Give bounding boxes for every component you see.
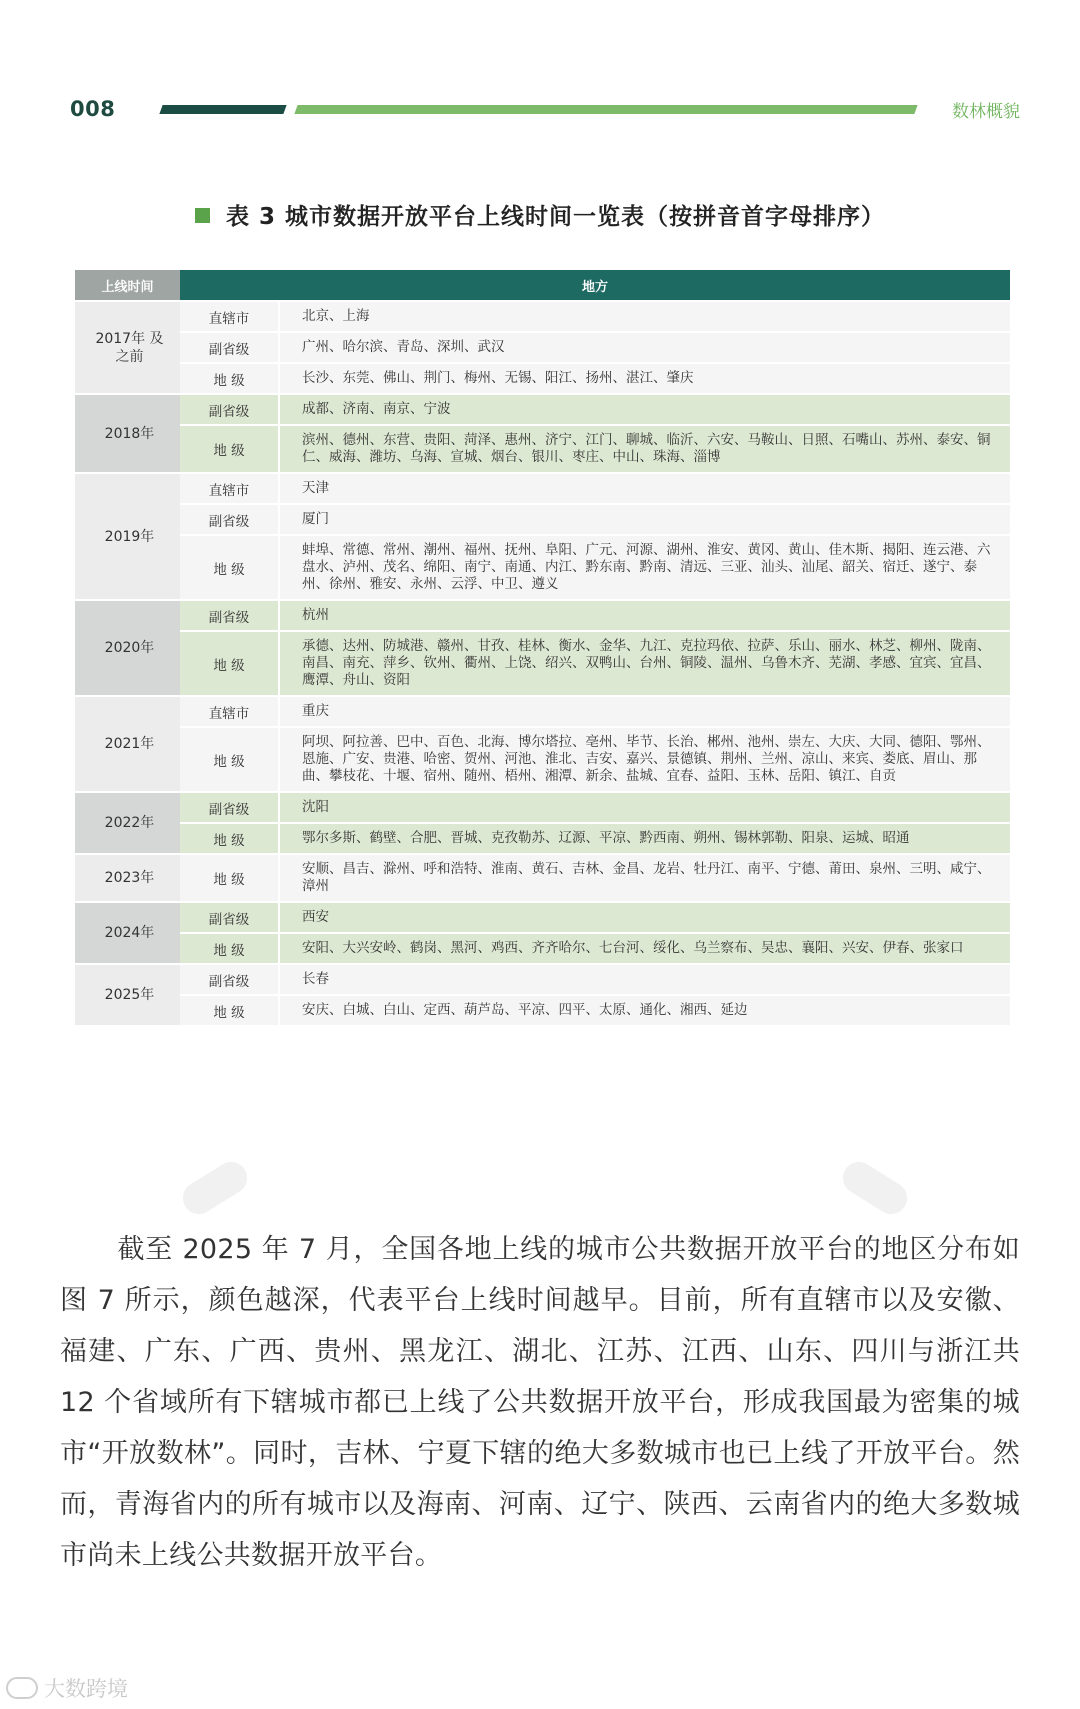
table-title: 表 3 城市数据开放平台上线时间一览表（按拼音首字母排序） xyxy=(225,204,886,230)
table-row xyxy=(180,630,1010,695)
table-row xyxy=(180,302,1010,331)
cities-cell: 杭州 xyxy=(302,607,329,623)
level-cell: 副省级 xyxy=(180,505,280,534)
cities-cell: 西安 xyxy=(302,909,329,925)
cities-cell: 鄂尔多斯、鹤壁、合肥、晋城、克孜勒苏、辽源、平凉、黔西南、朔州、锡林郭勒、阳泉、运城、昭通 xyxy=(302,830,910,846)
cities-cell: 重庆 xyxy=(302,703,329,719)
cities-cell: 承德、达州、防城港、赣州、甘孜、桂林、衡水、金华、九江、克拉玛依、拉萨、乐山、丽水、林芝、柳州、陇南、南昌、南充、萍乡、钦州、衢州、上饶、绍兴、双鸭山、台州、铜陵、温州、乌鲁木齐、芜湖、孝感、宜宾、宜昌、鹰潭、舟山、资阳 xyxy=(302,638,991,688)
cities-cell: 安庆、白城、白山、定西、葫芦岛、平凉、四平、太原、通化、湘西、延边 xyxy=(302,1002,748,1018)
table-row xyxy=(180,697,1010,726)
table-row xyxy=(180,424,1010,472)
cities-cell: 广州、哈尔滨、青岛、深圳、武汉 xyxy=(302,339,505,355)
table-row xyxy=(180,855,1010,901)
group-rows xyxy=(180,965,1010,1025)
year-group xyxy=(75,791,1010,853)
group-rows xyxy=(180,903,1010,963)
table-body xyxy=(75,300,1010,1025)
group-rows xyxy=(180,697,1010,791)
cities-cell: 蚌埠、常德、常州、潮州、福州、抚州、阜阳、广元、河源、湖州、淮安、黄冈、黄山、佳木斯、揭阳、连云港、六盘水、泸州、茂名、绵阳、南宁、南通、内江、黔东南、黔南、清远、三亚、汕头、汕尾、韶关、宿迁、遂宁、泰州、徐州、雅安、永州、云浮、中卫、遵义 xyxy=(302,542,991,592)
table-row xyxy=(180,331,1010,362)
cities-cell: 阿坝、阿拉善、巴中、百色、北海、博尔塔拉、亳州、毕节、长治、郴州、池州、崇左、大庆、大同、德阳、鄂州、恩施、广安、贵港、哈密、贺州、河池、淮北、吉安、嘉兴、景德镇、荆州、兰州、凉山、来宾、娄底、眉山、那曲、攀枝花、十堰、宿州、随州、梧州、湘潭、新余、盐城、宜春、益阳、玉林、岳阳、镇江、自贡 xyxy=(302,734,991,784)
table-row xyxy=(180,474,1010,503)
header-bar-dark xyxy=(159,105,286,114)
cities-cell: 长沙、东莞、佛山、荆门、梅州、无锡、阳江、扬州、湛江、肇庆 xyxy=(302,370,694,386)
table-row xyxy=(180,965,1010,994)
table-row xyxy=(180,395,1010,424)
year-cell: 2019年 xyxy=(75,474,180,599)
year-cell: 2018年 xyxy=(75,395,180,472)
year-cell: 2023年 xyxy=(75,855,180,901)
table-row xyxy=(180,601,1010,630)
header-bar-green xyxy=(294,105,917,114)
cities-cell: 滨州、德州、东营、贵阳、菏泽、惠州、济宁、江门、聊城、临沂、六安、马鞍山、日照、石嘴山、苏州、泰安、铜仁、威海、潍坊、乌海、宣城、烟台、银川、枣庄、中山、珠海、淄博 xyxy=(302,432,991,465)
year-cell: 2024年 xyxy=(75,903,180,963)
level-cell: 地 级 xyxy=(180,855,280,901)
paragraph-text: 截至 2025 年 7 月，全国各地上线的城市公共数据开放平台的地区分布如图 7 所示，颜色越深，代表平台上线时间越早。目前，所有直辖市以及安徽、福建、广东、广西、贵州、黑龙江、湖北、江苏、江西、山东、四川与浙江共 12 个省域所有下辖城市都已上线了公共数据开放平台，形成我国最为密集的城市“开放数林”。同时，吉林、宁夏下辖的绝大多数城市也已上线了开放平台。然而，青海省内的所有城市以及海南、河南、辽宁、陕西、云南省内的绝大多数城市尚未上线公共数据开放平台。 xyxy=(60,1234,1020,1571)
level-cell: 直辖市 xyxy=(180,697,280,726)
table-header xyxy=(75,270,1010,300)
watermark xyxy=(6,1673,128,1703)
table-row xyxy=(180,534,1010,599)
cities-cell: 北京、上海 xyxy=(302,308,370,324)
level-cell: 直辖市 xyxy=(180,302,280,331)
year-cell: 2022年 xyxy=(75,793,180,853)
group-rows xyxy=(180,395,1010,472)
column-header-time: 上线时间 xyxy=(75,270,180,300)
body-paragraph xyxy=(60,1224,1020,1581)
level-cell: 副省级 xyxy=(180,395,280,424)
column-header-place: 地方 xyxy=(180,270,1010,300)
year-group xyxy=(75,300,1010,393)
table-row xyxy=(180,503,1010,534)
year-cell: 2021年 xyxy=(75,697,180,791)
level-cell: 地 级 xyxy=(180,364,280,393)
year-group xyxy=(75,472,1010,599)
watermark-text: 大数跨境 xyxy=(44,1677,128,1701)
level-cell: 地 级 xyxy=(180,426,280,472)
cities-cell: 安阳、大兴安岭、鹤岗、黑河、鸡西、齐齐哈尔、七台河、绥化、乌兰察布、吴忠、襄阳、兴安、伊春、张家口 xyxy=(302,940,964,956)
level-cell: 地 级 xyxy=(180,934,280,963)
city-platform-table xyxy=(75,270,1010,1025)
table-row xyxy=(180,362,1010,393)
year-group xyxy=(75,695,1010,791)
cities-cell: 厦门 xyxy=(302,511,329,527)
level-cell: 地 级 xyxy=(180,996,280,1025)
level-cell: 副省级 xyxy=(180,793,280,822)
level-cell: 副省级 xyxy=(180,903,280,932)
table-row xyxy=(180,903,1010,932)
decorative-shape-right xyxy=(837,1156,913,1220)
title-square-icon xyxy=(195,208,210,223)
year-group xyxy=(75,599,1010,695)
cities-cell: 天津 xyxy=(302,480,329,496)
level-cell: 地 级 xyxy=(180,728,280,791)
group-rows xyxy=(180,793,1010,853)
level-cell: 直辖市 xyxy=(180,474,280,503)
year-group xyxy=(75,901,1010,963)
group-rows xyxy=(180,302,1010,393)
year-group xyxy=(75,963,1010,1025)
level-cell: 副省级 xyxy=(180,965,280,994)
table-row xyxy=(180,994,1010,1025)
level-cell: 地 级 xyxy=(180,824,280,853)
cities-cell: 长春 xyxy=(302,971,329,987)
group-rows xyxy=(180,474,1010,599)
cities-cell: 成都、济南、南京、宁波 xyxy=(302,401,451,417)
page-number: 008 xyxy=(70,97,116,121)
level-cell: 副省级 xyxy=(180,333,280,362)
year-group xyxy=(75,853,1010,901)
table-row xyxy=(180,822,1010,853)
level-cell: 副省级 xyxy=(180,601,280,630)
decorative-shape-left xyxy=(177,1156,253,1220)
year-cell: 2025年 xyxy=(75,965,180,1025)
level-cell: 地 级 xyxy=(180,536,280,599)
table-row xyxy=(180,726,1010,791)
group-rows xyxy=(180,855,1010,901)
level-cell: 地 级 xyxy=(180,632,280,695)
cities-cell: 安顺、昌吉、滁州、呼和浩特、淮南、黄石、吉林、金昌、龙岩、牡丹江、南平、宁德、莆田、泉州、三明、咸宁、漳州 xyxy=(302,861,991,894)
year-cell: 2020年 xyxy=(75,601,180,695)
section-title: 数林概貌 xyxy=(952,102,1020,122)
cities-cell: 沈阳 xyxy=(302,799,329,815)
year-cell: 2017年 及之前 xyxy=(75,302,180,393)
watermark-logo-icon xyxy=(6,1677,38,1699)
table-title-block xyxy=(0,198,1080,231)
table-row xyxy=(180,932,1010,963)
table-row xyxy=(180,793,1010,822)
group-rows xyxy=(180,601,1010,695)
page-header xyxy=(0,0,1080,140)
year-group xyxy=(75,393,1010,472)
